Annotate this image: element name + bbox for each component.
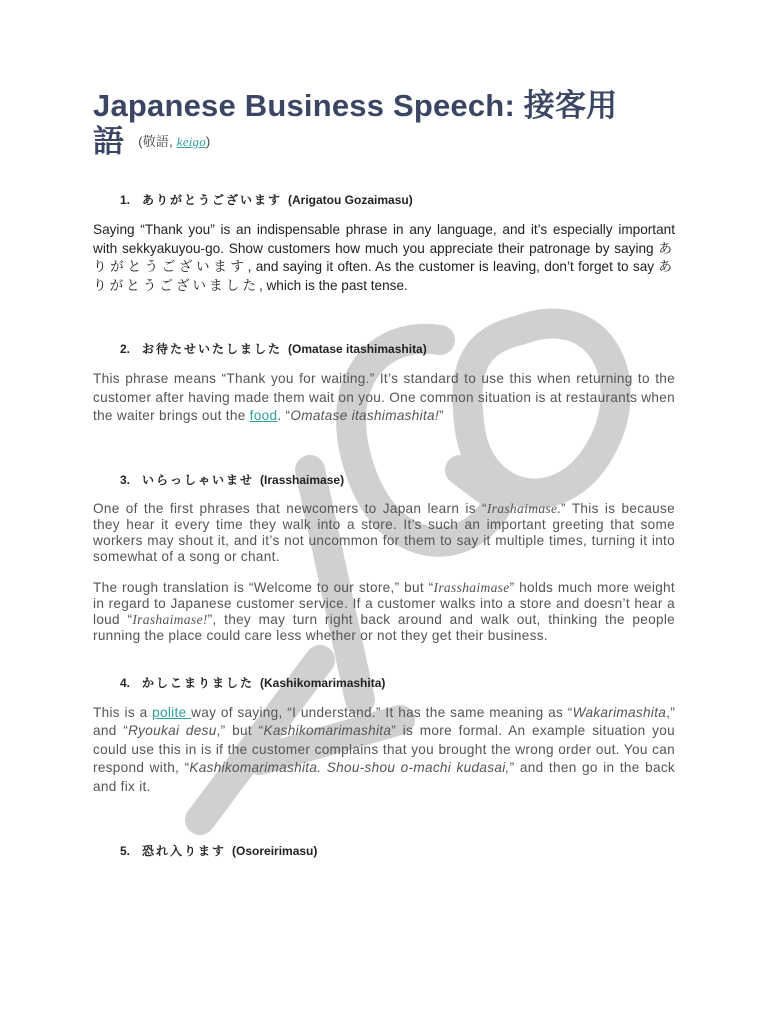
polite-link[interactable]: polite bbox=[152, 704, 192, 720]
italic-phrase: Wakarimashita bbox=[572, 704, 667, 720]
section-1-paragraph bbox=[93, 221, 675, 295]
jp-phrase: ありがとうございました bbox=[93, 259, 676, 293]
italic-phrase: Irasshaimase bbox=[433, 579, 510, 595]
italic-phrase: Kashikomarimashita. Shou-shou o-machi kudasai, bbox=[189, 760, 510, 775]
section-2-heading bbox=[120, 340, 675, 357]
section-number: 1. bbox=[120, 193, 131, 207]
text-run: ” and then go in the back and fix it. bbox=[93, 760, 676, 794]
text-run: This phrase means “Thank you for waiting.” It’s standard to use this when returning to the customer after having made them wait on you. One common situation is at restaurants when the waiter brings out the bbox=[93, 371, 675, 423]
text-run: . “ bbox=[277, 408, 291, 423]
text-run: ,” but “ bbox=[216, 723, 264, 738]
italic-phrase: Ryoukai desu bbox=[128, 723, 217, 738]
text-run: ” This is because they hear it every time they walk into a store. It’s such an important greeting that some workers may shout it, and it’s not uncommon for them to say it multiple times, turning it into somewhat of a song or chant. bbox=[93, 500, 675, 564]
jp-phrase: ありがとうございます bbox=[93, 240, 675, 274]
text-run: The rough translation is “Welcome to our store,” but “ bbox=[93, 579, 434, 595]
section-romaji: (Osoreirimasu) bbox=[232, 844, 318, 858]
text-run: Saying “Thank you” is an indispensable phrase in any language, and it’s especially important with sekkyakuyou-go. Show customers how much you appreciate their patronage by saying bbox=[93, 222, 675, 256]
text-run: , and saying it often. As the customer is leaving, don’t forget to say bbox=[247, 259, 659, 274]
section-jp: 恐れ入ります bbox=[142, 844, 227, 858]
title-sub-close: ) bbox=[205, 134, 211, 149]
text-run: ” is more formal. An example situation you could use this in is if the customer complains that you brought the wrong order out. You can respond with, “ bbox=[93, 723, 675, 775]
title-sub-open: (敬語, bbox=[138, 134, 177, 149]
section-number: 4. bbox=[120, 675, 131, 690]
italic-phrase: Irashaimase. bbox=[486, 500, 562, 516]
text-run: ”, they may turn right back around and walk out, thinking the people running the place could care less whether or not they get their business. bbox=[93, 611, 676, 643]
page-title bbox=[93, 88, 675, 160]
section-number: 3. bbox=[120, 472, 131, 487]
section-number: 5. bbox=[120, 844, 131, 858]
italic-phrase: Omatase itashimashita! bbox=[290, 408, 439, 423]
keigo-link[interactable]: keigo bbox=[176, 134, 206, 149]
section-romaji: (Arigatou Gozaimasu) bbox=[288, 193, 413, 207]
section-5-heading bbox=[120, 842, 675, 859]
title-line2: 語 bbox=[93, 124, 125, 159]
section-romaji: (Kashikomarimashita) bbox=[260, 675, 386, 690]
section-jp: いらっしゃいませ bbox=[142, 472, 255, 487]
section-romaji: (Irasshaimase) bbox=[260, 472, 345, 487]
text-run: ” holds much more weight in regard to Japanese customer service. If a customer walks into a store and doesn’t hear a loud “ bbox=[93, 579, 675, 627]
text-run: way of saying, “I understand.” It has the same meaning as “ bbox=[191, 704, 573, 720]
section-1-heading bbox=[120, 191, 675, 208]
text-run: , which is the past tense. bbox=[258, 277, 408, 293]
section-2-paragraph bbox=[93, 370, 675, 426]
section-4-paragraph bbox=[93, 704, 675, 797]
title-subtitle bbox=[138, 134, 210, 149]
section-jp: かしこまりました bbox=[142, 675, 255, 690]
section-number: 2. bbox=[120, 342, 131, 356]
text-run: ” bbox=[438, 408, 444, 423]
italic-phrase: Irashaimase! bbox=[132, 611, 208, 627]
section-4-heading bbox=[120, 674, 675, 691]
title-main: Japanese Business Speech: 接客用 bbox=[93, 88, 618, 123]
section-jp: ありがとうございます bbox=[142, 193, 283, 207]
text-run: One of the first phrases that newcomers to Japan learn is “ bbox=[93, 500, 487, 516]
section-romaji: (Omatase itashimashita) bbox=[288, 342, 427, 356]
section-jp: お待たせいたしました bbox=[142, 342, 283, 356]
document-page bbox=[93, 88, 675, 859]
food-link[interactable]: food bbox=[249, 408, 278, 423]
section-3-paragraph-1 bbox=[93, 501, 675, 565]
section-3-heading bbox=[120, 471, 675, 488]
italic-phrase: Kashikomarimashita bbox=[263, 723, 392, 738]
text-run: ,” and “ bbox=[93, 704, 676, 738]
section-3-paragraph-2 bbox=[93, 580, 675, 644]
text-run: This is a bbox=[93, 704, 153, 720]
